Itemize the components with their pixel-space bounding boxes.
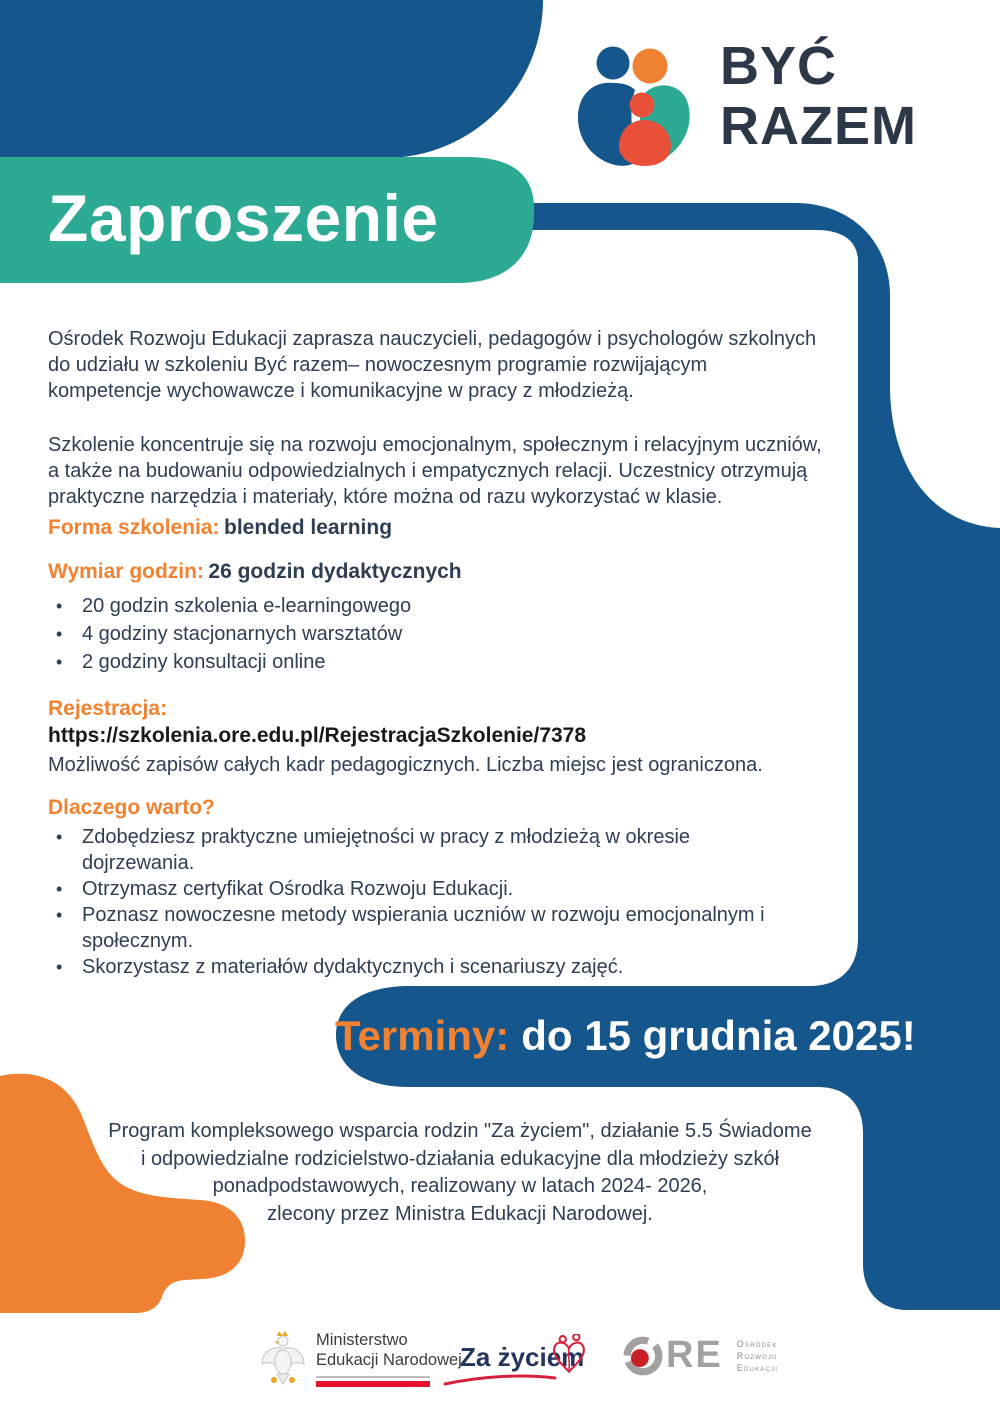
ore-logo [622, 1334, 778, 1377]
terminy-label: Terminy: [335, 1012, 510, 1059]
forma-value: blended learning [224, 516, 393, 539]
wymiar-godzin-row [48, 560, 826, 584]
red-swoosh-underline [443, 1372, 557, 1386]
ore-o-ring-icon [622, 1335, 664, 1377]
page-title: Zaproszenie [48, 181, 439, 255]
men-logo [260, 1330, 462, 1388]
registration-link[interactable]: https://szkolenia.ore.edu.pl/RejestracjaSzkolenie/7378 [48, 724, 587, 747]
program-note-line: i odpowiedzialne rodzicielstwo-działania edukacyjne dla młodzieży szkół [140, 1147, 780, 1170]
program-note-line: ponadpodstawowych, realizowany w latach 2024- 2026, [212, 1175, 708, 1197]
zazyciem-label: Za życiem [460, 1342, 585, 1372]
rejestracja-label: Rejestracja: [48, 697, 168, 720]
brand-line2: RAZEM [720, 96, 917, 156]
list-item: • 4 godziny stacjonarnych warsztatów [48, 620, 808, 648]
zazyciem-logo [443, 1334, 593, 1394]
men-line2: Edukacji Narodowej [316, 1351, 462, 1369]
program-note-line: Program kompleksowego wsparcia rodzin "Za życiem", działanie 5.5 Świadome [108, 1120, 812, 1142]
terminy-value: do 15 grudnia 2025! [521, 1012, 916, 1059]
ore-sub-line: Ośrodek [736, 1338, 778, 1349]
list-item: • 20 godzin szkolenia e-learningowego [48, 592, 808, 620]
intro-paragraph-1: Ośrodek Rozwoju Edukacji zaprasza nauczycieli, pedagogów i psychologów szkolnych do udziału w szkoleniu Być razem– nowoczesnym programie rozwijającym kompetencje wychowawcze i komunikacyjne w pracy z młodzieżą. [48, 328, 817, 402]
intro-paragraph-2: Szkolenie koncentruje się na rozwoju emocjonalnym, społecznym i relacyjnym uczniów, a także na budowaniu odpowiedzialnych i empatycznych relacji. Uczestnicy otrzymują praktyczne narzędzia i materiały, które można od razu wykorzystać w klasie. [48, 434, 822, 508]
ore-sub-line: Rozwoju [736, 1350, 778, 1361]
list-item: • Skorzystasz z materiałów dydaktycznych i scenariuszy zajęć. [48, 954, 788, 980]
rejestracja-heading [48, 697, 826, 721]
wymiar-label: Wymiar godzin: [48, 560, 204, 583]
program-note-line: zlecony przez Ministra Edukacji Narodowej. [267, 1202, 653, 1225]
brand-line1: BYĆ [720, 36, 838, 96]
polish-eagle-icon [260, 1330, 306, 1388]
list-item: • Otrzymasz certyfikat Ośrodka Rozwoju Edukacji. [48, 876, 788, 902]
list-item: • 2 godziny konsultacji online [48, 648, 808, 676]
registration-note: Możliwość zapisów całych kadr pedagogicznych. Liczba miejsc jest ograniczona. [48, 754, 763, 776]
men-line1: Ministerstwo [316, 1331, 408, 1349]
men-logo-text [316, 1330, 462, 1387]
ore-subtitle [737, 1338, 778, 1374]
wymiar-value: 26 godzin dydaktycznych [208, 560, 462, 583]
list-item: • Poznasz nowoczesne metody wspierania uczniów w rozwoju emocjonalnym i społecznym. [48, 902, 788, 954]
forma-label: Forma szkolenia: [48, 516, 220, 539]
terminy-banner [335, 1012, 916, 1060]
dlaczego-bullet-list [48, 824, 788, 980]
program-note [60, 1118, 860, 1228]
dlaczego-heading [48, 796, 826, 820]
men-flag-stripes [316, 1376, 430, 1387]
dlaczego-label: Dlaczego warto? [48, 796, 215, 819]
registration-url-row [48, 724, 826, 748]
wymiar-bullet-list [48, 592, 808, 676]
brand-wordmark [720, 36, 917, 156]
ore-sub-line: Edukacji [736, 1362, 779, 1373]
forma-szkolenia-row [48, 516, 826, 540]
ore-acronym: RE [666, 1334, 723, 1376]
footer-logos [0, 1326, 1000, 1406]
family-logo-icon [578, 47, 690, 167]
top-left-blue-block [0, 0, 543, 158]
list-item: • Zdobędziesz praktyczne umiejętności w pracy z młodzieżą w okresie dojrzewania. [48, 824, 788, 876]
